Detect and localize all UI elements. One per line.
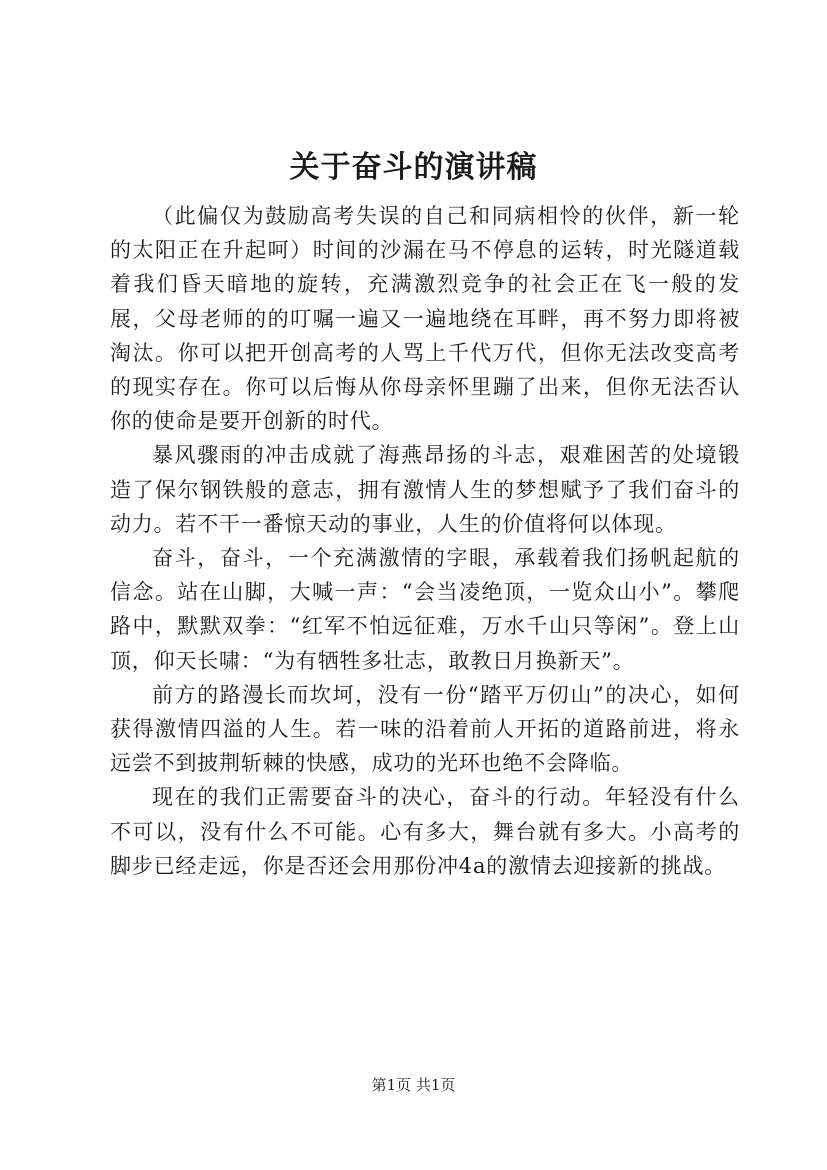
paragraph-2: 暴风骤雨的冲击成就了海燕昂扬的斗志，艰难困苦的处境锻造了保尔钢铁般的意志，拥有激情人生的梦想赋予了我们奋斗的动力。若不干一番惊天动的事业，人生的价值将何以体现。 [110, 443, 740, 536]
page-footer: 第1页 共1页 [371, 1076, 456, 1094]
document-body [110, 199, 740, 883]
document-title: 关于奋斗的演讲稿 [289, 150, 538, 185]
paragraph-5: 现在的我们正需要奋斗的决心，奋斗的行动。年轻没有什么不可以，没有什么不可能。心有多大，舞台就有多大。小高考的脚步已经走远，你是否还会用那份冲4a的激情去迎接新的挑战。 [110, 785, 740, 878]
paragraph-1: （此偏仅为鼓励高考失误的自己和同病相怜的伙伴，新一轮的太阳正在升起呵）时间的沙漏在马不停息的运转，时光隧道载着我们昏天暗地的旋转，充满激烈竞争的社会正在飞一般的发展，父母老师的的叮嘱一遍又一遍地绕在耳畔，再不努力即将被淘汰。你可以把开创高考的人骂上千代万代，但你无法改变高考的现实存在。你可以后悔从你母亲怀里蹦了出来，但你无法否认你的使命是要开创新的时代。 [110, 204, 740, 434]
paragraph-3: 奋斗，奋斗，一个充满激情的字眼，承载着我们扬帆起航的信念。站在山脚，大喊一声：“会当凌绝顶，一览众山小”。攀爬路中，默默双拳：“红军不怕远征难，万水千山只等闲”。登上山顶，仰天长啸：“为有牺牲多壮志，敢教日月换新天”。 [110, 546, 740, 673]
paragraph-4: 前方的路漫长而坎坷，没有一份“踏平万仞山”的决心，如何获得激情四溢的人生。若一味的沿着前人开拓的道路前进，将永远尝不到披荆斩棘的快感，成功的光环也绝不会降临。 [110, 682, 740, 776]
